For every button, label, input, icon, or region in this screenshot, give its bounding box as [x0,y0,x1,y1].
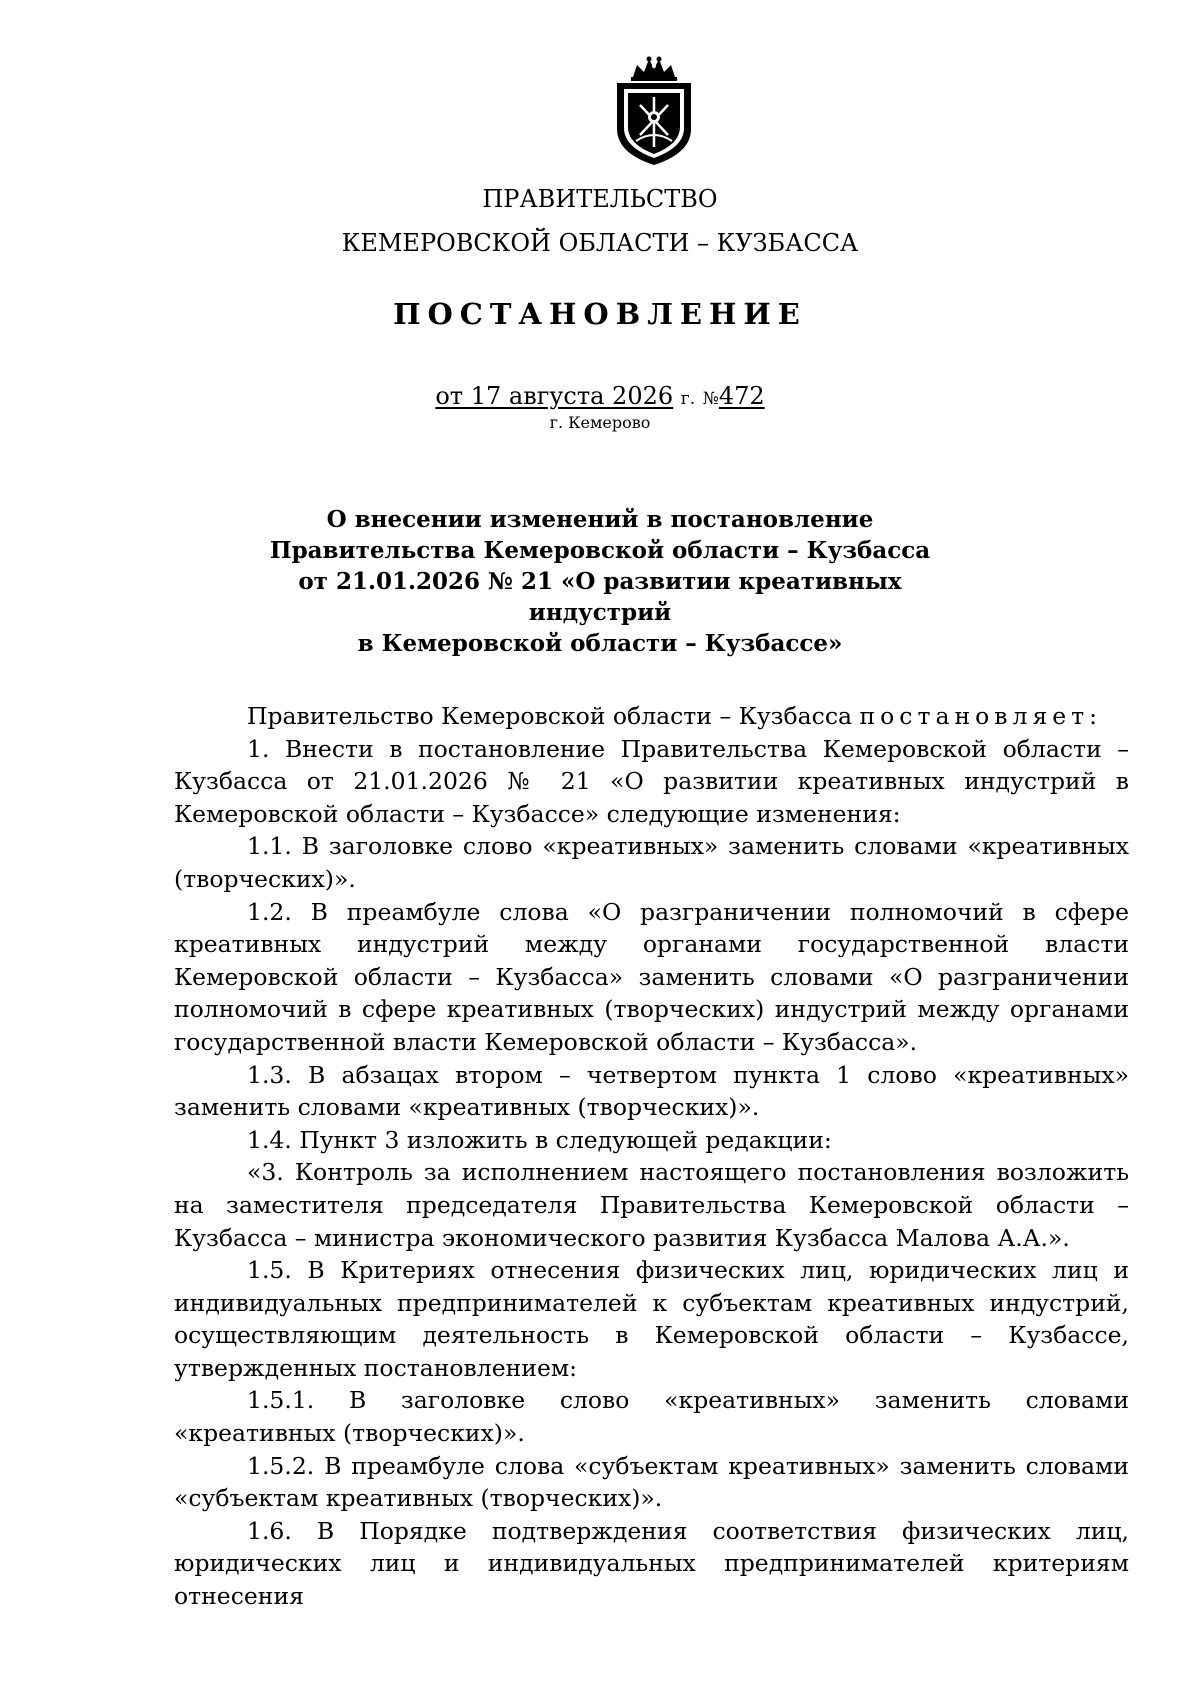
paragraph-1-1: 1.1. В заголовке слово «креативных» заменить словами «креативных (творческих)». [174,832,1129,893]
org-name-line2: КЕМЕРОВСКОЙ ОБЛАСТИ – КУЗБАССА [341,229,859,257]
preamble-verb: постановляет: [859,702,1103,730]
org-name-line1: ПРАВИТЕЛЬСТВО [482,185,718,213]
paragraph-1-5: 1.5. В Критериях отнесения физических лиц, юридических лиц и индивидуальных предпринимателей к субъектам креативных индустрий, осуществляющим деятельность в Кемеровской области – Кузбассе, утвержденных постановлением: [174,1256,1129,1382]
paragraph-1-6: 1.6. В Порядке подтверждения соответствия физических лиц, юридических лиц и индивидуальных предпринимателей критериям отнесения [174,1516,1129,1611]
subject-line: в Кемеровской области – Кузбассе» [357,630,843,657]
paragraph-1-5-1: 1.5.1. В заголовке слово «креативных» заменить словами «креативных (творческих)». [174,1386,1129,1448]
preamble-paragraph [174,700,1129,733]
subject-line: от 21.01.2026 № 21 «О развитии креативных индустрий [298,568,902,626]
subject-line: О внесении изменений в постановление [326,506,874,533]
subject-line: Правительства Кемеровской области – Кузбасса [269,537,931,564]
coat-of-arms-icon [611,55,697,167]
paragraph-1-5-2: 1.5.2. В преамбуле слова «субъектам креативных» заменить словами «субъектам креативных (творческих)». [174,1451,1129,1513]
paragraph-1-4-quote: «3. Контроль за исполнением настоящего постановления возложить на заместителя председателя Правительства Кемеровской области – Кузбасса – министра экономического развития Кузбасса Малова А.А.». [174,1158,1129,1252]
document-subject [240,504,960,659]
number-sign: № [702,389,719,409]
document-date: от 17 августа 2026 [435,382,674,410]
document-type: ПОСТАНОВЛЕНИЕ [393,297,807,331]
paragraph-1-3: 1.3. В абзацах втором – четвертом пункта 1 слово «креативных» заменить словами «креативных (творческих)». [174,1060,1129,1122]
preamble-lead: Правительство Кемеровской области – Кузбасса [247,702,852,730]
document-body [174,700,1129,1613]
document-city: г. Кемерово [549,413,651,432]
date-line [0,381,1200,414]
paragraph-1-2: 1.2. В преамбуле слова «О разграничении полномочий в сфере креативных индустрий между органами государственной власти Кемеровской области – Кузбасса» заменить словами «О разграничении полномочий в сфере креативных (творческих) индустрий между органами государственной власти Кемеровской области – Кузбасса». [174,897,1129,1056]
paragraph-1-4: 1.4. Пункт 3 изложить в следующей редакции: [247,1125,832,1154]
year-suffix: г. [680,389,696,409]
document-number: 472 [718,382,765,410]
paragraph-1: 1. Внести в постановление Правительства Кемеровской области – Кузбасса от 21.01.2026 № 21 «О развитии креативных индустрий в Кемеровской области – Кузбассе» следующие изменения: [174,734,1129,828]
